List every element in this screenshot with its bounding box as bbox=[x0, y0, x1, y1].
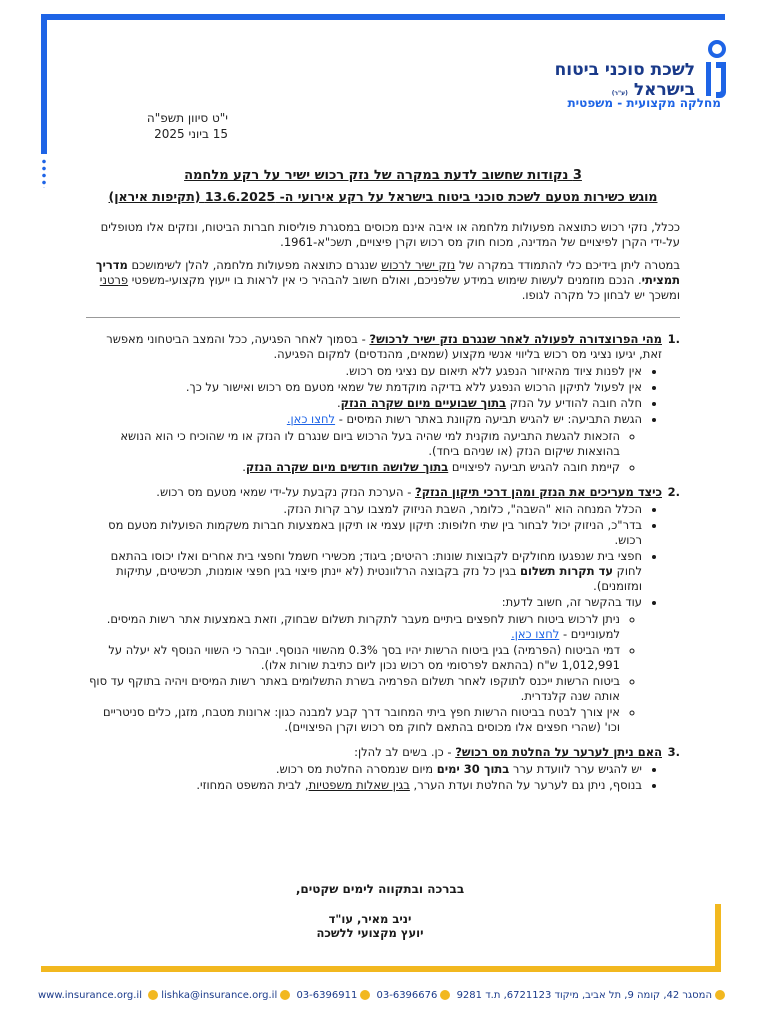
location-icon bbox=[715, 990, 725, 1000]
section-2-heading bbox=[86, 485, 680, 500]
section-1 bbox=[86, 332, 680, 475]
sub-list-item: ◦ הזכאות להגשת התביעה מוקנית למי שהיה בעל הרכוש ביום שנגרם לו הנזק או מי שהוכיח כי הוא הנושא בהוצאות שיקום הנזק (או שניהם ביחד). bbox=[86, 429, 620, 459]
section-1-sublist bbox=[86, 429, 642, 475]
list-item-text: בגין כל נזק בקבוצה הרלוונטית (לא יינתן פיצוי בגין חפצי אומנות, תכשיטים, עתיקות ומזומנים). bbox=[116, 564, 642, 593]
list-item-text: בנוסף, ניתן גם לערער על החלטת ועדת הערר, bbox=[409, 778, 642, 792]
section-1-number: .1 bbox=[667, 332, 680, 346]
intro-paragraph-1: ככלל, נזקי רכוש כתוצאה מפעולות מלחמה או איבה אינם מכוסים במסגרת פוליסות חברות הביטוח, ונזקים אלו מטופלים על-ידי הקרן לפיצויים של המדינה, מכוח חוק מס רכוש וקרן פיצויים, תשכ"א-1961. bbox=[100, 220, 680, 249]
signature-block bbox=[300, 912, 440, 940]
section-2-question: כיצד מעריכים את הנזק ומהן דרכי תיקון הנזק? bbox=[415, 485, 662, 499]
section-3-intro: - כן. בשים לב להלן: bbox=[354, 745, 456, 759]
org-name-line2-text: בישראל bbox=[633, 80, 695, 100]
sub-list-item-text: קיימת חובה להגיש תביעה לפיצויים bbox=[448, 460, 620, 474]
gregorian-date: 15 ביוני 2025 bbox=[154, 127, 228, 141]
intro2-part-c: . הנכם מוזמנים לעשות שימוש במידע שלפניכם, ואולם חשוב להבהיר כי אין לראות בו ייעוץ מקצועי-משפטי bbox=[128, 273, 642, 287]
department-label: מחלקה מקצועית - משפטית bbox=[567, 96, 721, 110]
fax-icon bbox=[440, 990, 450, 1000]
tax-authority-claim-link[interactable]: לחצו כאן. bbox=[286, 412, 336, 426]
frame-top-line bbox=[41, 14, 725, 20]
sub-list-item: ◦ דמי הביטוח (הפרמיה) בגין ביטוח הרשות יהיו בסך 0.3% מהשווי הנוסף. יובהר כי השווי הנוסף לא יעלה על 1,012,991 ש"ח (בהתאם לפרסומי מס רכוש נכון ליום כתיבת שורות אלו). bbox=[86, 643, 620, 673]
signer-name: יניב מאיר, עו"ד bbox=[328, 912, 412, 926]
list-item-bold: בתוך 30 ימים bbox=[436, 762, 510, 776]
list-item: • בדר"כ, הניזוק יכול לבחור בין שתי חלופות: תיקון עצמי או תיקון באמצעות חברות משקמות הפועלות מטעם מס רכוש. bbox=[86, 518, 642, 548]
intro2-underlined: נזק ישיר לרכוש bbox=[381, 258, 456, 272]
list-item-text: יש להגיש ערר לוועדת ערר bbox=[509, 762, 642, 776]
list-item-bold: בתוך שבועיים מיום שקרה הנזק bbox=[340, 396, 507, 410]
home-insurance-link[interactable]: לחצו כאן. bbox=[511, 627, 560, 641]
list-item-text: . bbox=[337, 396, 341, 410]
section-2-number: .2 bbox=[667, 485, 680, 499]
org-name-line1: לשכת סוכני ביטוח bbox=[554, 60, 695, 80]
footer-address: המסגר 42, קומה 9, תל אביב, מיקוד 6721123, ת.ד 9281 bbox=[456, 990, 712, 1001]
phone-icon bbox=[360, 990, 370, 1000]
section-divider bbox=[86, 317, 680, 318]
list-item-bold: עד תקרות תשלום bbox=[520, 564, 613, 578]
list-item bbox=[86, 595, 642, 735]
document-subtitle: מוגש כשירות מטעם לשכת סוכני ביטוח בישראל על רקע אירועי ה- 13.6.2025 (תקיפות איראן) bbox=[108, 189, 658, 204]
frame-bottom-line bbox=[41, 966, 721, 972]
frame-left-line bbox=[41, 14, 47, 154]
sub-list-item-bold: בתוך שלושה חודשים מיום שקרה הנזק bbox=[245, 460, 449, 474]
signer-role: יועץ מקצועי ללשכה bbox=[316, 926, 424, 940]
section-3-number: .3 bbox=[667, 745, 680, 759]
date-block bbox=[108, 110, 228, 142]
org-tag: (ע"ר) bbox=[611, 90, 628, 97]
frame-right-line bbox=[715, 904, 721, 972]
section-3 bbox=[86, 745, 680, 793]
sub-list-item bbox=[86, 460, 620, 475]
list-item bbox=[86, 778, 642, 793]
closing-line: בברכה ובתקווה לימים שקטים, bbox=[295, 882, 465, 896]
sub-list-item: ◦ ביטוח הרשות ייכנס לתוקפו לאחר תשלום הפרמיה בשרת התשלומים באתר רשות המיסים ויהיה בתוקף עד סוף אותה שנה קלנדרית. bbox=[86, 674, 620, 704]
hebrew-date: י"ט סיוון תשפ"ה bbox=[146, 111, 228, 125]
list-item: • אין לפנות ציוד מהאיזור הנפגע ללא תיאום עם נציגי מס רכוש. bbox=[86, 364, 642, 379]
section-1-heading bbox=[86, 332, 680, 362]
list-item: • אין לפעול לתיקון הרכוש הנפגע ללא בדיקה מוקדמת של שמאי מטעם מס רכוש ואישור על כך. bbox=[86, 380, 642, 395]
section-3-heading bbox=[86, 745, 680, 760]
document-title: 3 נקודות שחשוב לדעת במקרה של נזק רכוש ישיר על רקע מלחמה bbox=[184, 168, 582, 183]
document-body bbox=[86, 168, 680, 803]
intro2-part-a: במטרה ליתן בידיכם כלי להתמודד במקרה של bbox=[455, 258, 680, 272]
list-item: • הכלל המנחה הוא "השבה", כלומר, השבת הניזוק למצבו ערב קרות הנזק. bbox=[86, 502, 642, 517]
frame-dots bbox=[42, 158, 46, 188]
list-item bbox=[86, 412, 642, 475]
list-item-text: חפצי בית שנפגעו מחולקים לקבוצות שונות: רהיטים; ביגוד; מכשירי חשמל וחפצי בית אחרים ואלו יכוסו בהתאם לחוק bbox=[110, 549, 642, 578]
intro2-underlined-2: פרטני bbox=[99, 273, 129, 287]
section-1-list bbox=[86, 364, 680, 475]
list-item bbox=[86, 549, 642, 594]
section-2-list bbox=[86, 502, 680, 735]
intro-paragraph-2 bbox=[86, 258, 680, 303]
list-item-text: חלה חובה להודיע על הנזק bbox=[506, 396, 642, 410]
section-2 bbox=[86, 485, 680, 735]
email-icon bbox=[148, 990, 158, 1000]
footer-contact bbox=[38, 990, 728, 1001]
footer-fax: 03-6396676 bbox=[376, 990, 438, 1001]
footer-website[interactable]: www.insurance.org.il bbox=[37, 990, 142, 1001]
list-item-text: , לבית המשפט המחוזי. bbox=[196, 778, 309, 792]
list-item-text: הגשת התביעה: יש להגיש תביעה מקוונת באתר רשות המיסים - bbox=[335, 412, 642, 426]
intro2-part-b: שנגרם כתוצאה מפעולות מלחמה, להלן לשימושכם bbox=[127, 258, 382, 272]
list-item-text: מיום שנמסרה החלטת מס רכוש. bbox=[275, 762, 437, 776]
section-2-intro: - הערכת הנזק נקבעת על-ידי שמאי מטעם מס רכוש. bbox=[156, 485, 416, 499]
sub-list-item bbox=[86, 612, 620, 642]
intro2-bold: מדריך תמציתי bbox=[95, 258, 680, 287]
section-3-question: האם ניתן לערער על החלטת מס רכוש? bbox=[455, 745, 662, 759]
section-1-intro: - בסמוך לאחר הפגיעה, ככל והמצב הביטחוני מאפשר זאת, יגיעו נציגי מס רכוש בליווי אנשי מקצוע (שמאים, מהנדסים) למקום הפגיעה. bbox=[106, 332, 662, 361]
sub-list-item-text: ניתן לרכוש ביטוח רשות לחפצים ביתיים מעבר לתקרות תשלום שבחוק, וזאת באמצעות אתר רשות המיסים. למעוניינים - bbox=[106, 612, 620, 641]
footer-phone: 03-6396911 bbox=[296, 990, 358, 1001]
web-icon bbox=[280, 990, 290, 1000]
intro2-part-d: ומשכך יש לבחון כל מקרה לגופו. bbox=[521, 288, 680, 302]
list-item bbox=[86, 396, 642, 411]
list-item bbox=[86, 762, 642, 777]
sub-list-item: ◦ אין צורך לבטח בביטוח הרשות חפץ ביתי המחובר דרך קבע למבנה כגון: ארונות מטבח, מזגן, כלים סניטריים וכו' (שהרי חפצים אלו מכוסים בהתאם לחוק מס רכוש וקרן הפיצויים). bbox=[86, 705, 620, 735]
section-3-list bbox=[86, 762, 680, 793]
section-1-question: מהי הפרוצדורה לפעולה לאחר שנגרם נזק ישיר לרכוש? bbox=[369, 332, 662, 346]
list-item-underlined: בגין שאלות משפטיות bbox=[308, 778, 410, 792]
list-item-text: עוד בהקשר זה, חשוב לדעת: bbox=[501, 595, 642, 609]
sub-list-item-text: . bbox=[242, 460, 246, 474]
footer-email[interactable]: lishka@insurance.org.il bbox=[161, 990, 278, 1001]
section-2-sublist bbox=[86, 612, 642, 735]
